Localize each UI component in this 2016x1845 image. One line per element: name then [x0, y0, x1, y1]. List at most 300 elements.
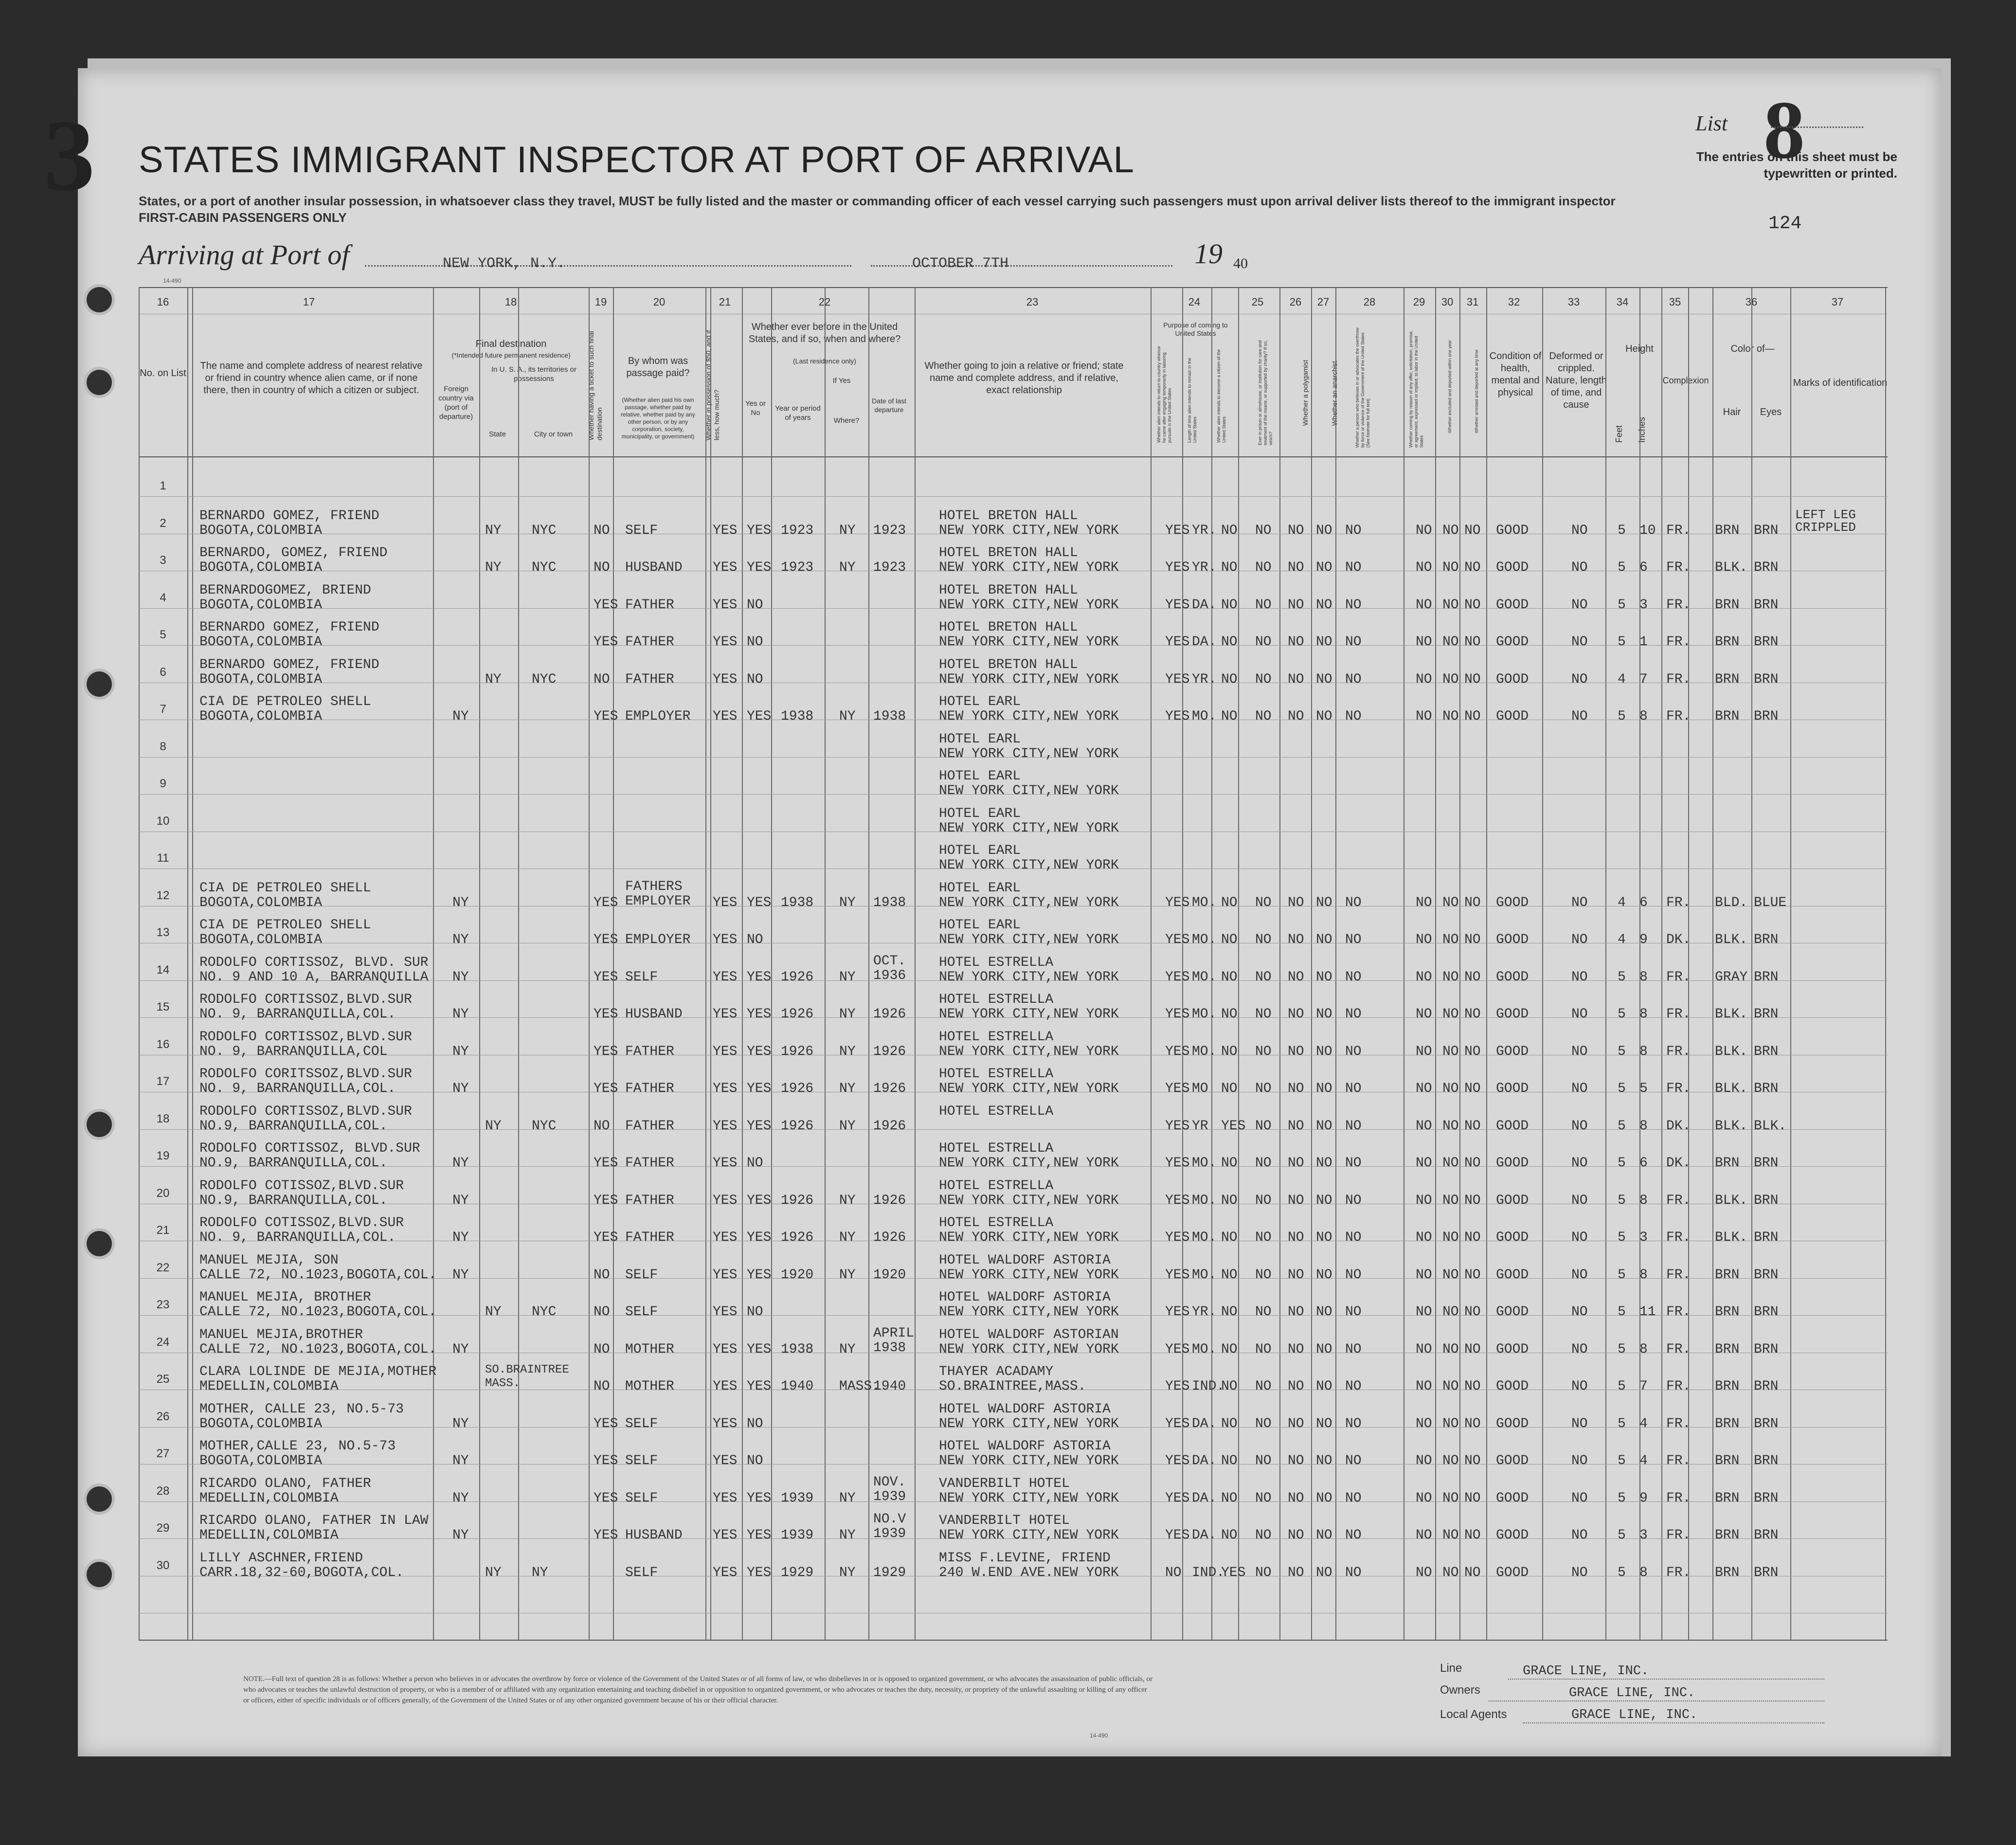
cell-c31: NO: [1464, 1044, 1481, 1059]
cell-c25: NO: [1255, 1007, 1272, 1022]
cell-join1: HOTEL WALDORF ASTORIA: [939, 1290, 1111, 1305]
cell-c31: NO: [1464, 1565, 1481, 1580]
cell-before: NO: [747, 1156, 763, 1171]
row-number: 16: [156, 1037, 170, 1051]
cell-rel1: RICARDO OLANO, FATHER IN LAW: [199, 1513, 429, 1528]
cell-c26: NO: [1288, 1528, 1304, 1543]
list-dotted-line: [1771, 127, 1863, 128]
cell-fifty: YES: [713, 560, 738, 575]
cell-paid: SELF: [625, 1490, 658, 1506]
row-number: 23: [156, 1298, 170, 1311]
cell-rel1: BERNARDOGOMEZ, BRIEND: [199, 582, 371, 598]
cell-fifty: YES: [713, 1490, 738, 1506]
cell-health: GOOD: [1496, 523, 1529, 538]
cell-c30: NO: [1442, 1453, 1459, 1468]
cell-cit: NO: [1221, 1081, 1238, 1096]
cell-c26: NO: [1288, 1156, 1304, 1171]
cell-c31: NO: [1464, 1304, 1481, 1320]
cell-c30: NO: [1442, 1081, 1459, 1096]
cell-rel1: CIA DE PETROLEO SHELL: [199, 694, 371, 709]
cell-join1: HOTEL WALDORF ASTORIA: [939, 1252, 1111, 1268]
cell-ft: 5: [1618, 1267, 1626, 1283]
cell-health: GOOD: [1496, 709, 1529, 724]
cell-join2: NEW YORK CITY,NEW YORK: [939, 1081, 1119, 1096]
cell-before: YES: [747, 1081, 772, 1096]
cell-join2: NEW YORK CITY,NEW YORK: [939, 746, 1119, 761]
row-number: 15: [156, 1000, 170, 1013]
cell-c25: NO: [1255, 1416, 1272, 1431]
cell-c29: NO: [1416, 1379, 1432, 1394]
cell-ticket: YES: [594, 1416, 618, 1431]
row-number: 25: [156, 1373, 170, 1386]
cell-comp: FR.: [1666, 1007, 1691, 1022]
cell-ticket: YES: [594, 932, 618, 947]
cell-rel2: MEDELLIN,COLOMBIA: [199, 1379, 339, 1394]
cell-c29: NO: [1416, 1193, 1432, 1208]
cell-comp: FR.: [1666, 523, 1691, 538]
binder-hole: [87, 370, 112, 395]
header-condition: Condition of health, mental and physical: [1489, 351, 1542, 398]
cell-before: YES: [747, 895, 772, 910]
cell-rel2: BOGOTA,COLOMBIA: [199, 1453, 323, 1468]
cell-before: YES: [747, 1490, 772, 1506]
cell-join1: HOTEL WALDORF ASTORIAN: [939, 1327, 1119, 1342]
cell-c25: NO: [1255, 1193, 1272, 1208]
column-rule: [1459, 287, 1460, 1640]
cell-city: NYC: [532, 523, 557, 538]
cell-c25: NO: [1255, 895, 1272, 910]
cell-join2: NEW YORK CITY,NEW YORK: [939, 932, 1119, 947]
cell-health: GOOD: [1496, 1267, 1529, 1283]
cell-c29: NO: [1416, 1118, 1432, 1134]
cell-join1: HOTEL WALDORF ASTORIA: [939, 1439, 1111, 1454]
cell-where: MASS.: [839, 1379, 881, 1394]
column-rule: [915, 287, 916, 1640]
cell-c29: NO: [1416, 709, 1432, 724]
cell-cit: NO: [1221, 969, 1238, 985]
cell-cit: NO: [1221, 597, 1238, 613]
cell-comp: FR.: [1666, 1230, 1691, 1245]
header-color-of: Color of—: [1730, 344, 1775, 354]
cell-year: 1926: [781, 1118, 814, 1134]
cell-eyes: BRN: [1754, 1007, 1779, 1022]
cell-rel2: NO.9, BARRANQUILLA,COL.: [199, 1118, 388, 1134]
cell-before: NO: [747, 932, 763, 947]
header-passage-note: (Whether alien paid his own passage, whether paid by relative, whether paid by any other person, or by any corporation, society, municipality, or government): [621, 397, 695, 440]
cell-c29: NO: [1416, 1044, 1432, 1059]
cell-ret: YES: [1165, 1416, 1190, 1431]
cell-join1: HOTEL ESTRELLA: [939, 1103, 1054, 1119]
cell-ticket: YES: [594, 895, 618, 910]
cell-in: 4: [1639, 1416, 1648, 1431]
cell-c29: NO: [1416, 671, 1432, 687]
cell-paid: SELF: [625, 1267, 658, 1283]
cell-c26: NO: [1288, 709, 1304, 724]
cell-deformed: NO: [1571, 1044, 1588, 1059]
cell-year: 1940: [781, 1379, 814, 1394]
header-join-relative: Whether going to join a relative or friend; state name and complete address, and if relative, exact relationship: [924, 361, 1124, 396]
cell-eyes: BRN: [1754, 1044, 1779, 1059]
cell-rel1: RODOLFO CORTISSOZ, BLVD.SUR: [199, 1141, 420, 1156]
cell-in: 7: [1639, 1379, 1648, 1394]
cell-before: YES: [747, 1267, 772, 1283]
cell-ticket: NO: [594, 560, 610, 575]
cell-c31: NO: [1464, 1490, 1481, 1506]
cell-c29: NO: [1416, 932, 1432, 947]
cell-hair: BRN: [1715, 1565, 1740, 1580]
cell-ft: 5: [1618, 1304, 1626, 1320]
cell-health: GOOD: [1496, 1304, 1529, 1320]
cell-eyes: BRN: [1754, 969, 1779, 985]
column-rule: [1435, 287, 1436, 1640]
cell-c28: NO: [1345, 1156, 1362, 1171]
cell-dep: 1940: [873, 1379, 906, 1394]
cell-c25: NO: [1255, 523, 1272, 538]
cell-len: MO.: [1192, 932, 1217, 947]
header-col30: Whether excluded and deported within one year: [1447, 340, 1452, 433]
cell-in: 3: [1639, 1528, 1648, 1543]
cell-c31: NO: [1464, 671, 1481, 687]
cell-c28: NO: [1345, 1267, 1362, 1283]
cell-len: IND.: [1192, 1379, 1225, 1394]
cell-hair: BLK.: [1715, 1118, 1748, 1134]
cell-join1: HOTEL EARL: [939, 880, 1021, 896]
cell-rel1: CIA DE PETROLEO SHELL: [199, 918, 371, 933]
cell-where: NY: [839, 1565, 856, 1580]
row-number: 11: [157, 851, 169, 865]
cell-c29: NO: [1416, 560, 1432, 575]
cell-dep: OCT. 1936: [873, 953, 906, 983]
cell-c31: NO: [1464, 1156, 1481, 1171]
column-number: 16: [157, 296, 169, 308]
cell-c28: NO: [1345, 523, 1362, 538]
cell-join2: NEW YORK CITY,NEW YORK: [939, 1490, 1119, 1506]
cell-health: GOOD: [1496, 932, 1529, 947]
cell-len: YR.: [1192, 1304, 1217, 1320]
cell-ft: 5: [1618, 523, 1626, 538]
cell-len: MO.: [1192, 1341, 1217, 1357]
row-number: 22: [156, 1261, 170, 1274]
cell-c27: NO: [1316, 1453, 1332, 1468]
cell-eyes: BRN: [1754, 523, 1779, 538]
cell-fifty: YES: [713, 1379, 738, 1394]
cell-year: 1920: [781, 1267, 814, 1283]
year-suffix: 40: [1233, 255, 1248, 271]
cell-health: GOOD: [1496, 1081, 1529, 1096]
cell-join2: NEW YORK CITY,NEW YORK: [939, 1193, 1119, 1208]
cell-c27: NO: [1316, 560, 1332, 575]
column-number: 28: [1363, 296, 1376, 308]
cell-c28: NO: [1345, 895, 1362, 910]
cell-comp: FR.: [1666, 1453, 1691, 1468]
table-rule: [139, 456, 1888, 457]
cell-ticket: YES: [594, 1193, 618, 1208]
cell-len: YR.: [1192, 560, 1217, 575]
column-number: 29: [1413, 296, 1425, 308]
cell-c28: NO: [1345, 634, 1362, 650]
cell-c30: NO: [1442, 1379, 1459, 1394]
header-year-period: Year or period of years: [775, 404, 821, 422]
cell-deformed: NO: [1571, 671, 1588, 687]
cell-c31: NO: [1464, 1007, 1481, 1022]
cell-fc: NY: [452, 1416, 469, 1431]
cell-c28: NO: [1345, 1044, 1362, 1059]
cell-ret: NO: [1165, 1565, 1182, 1580]
cell-c27: NO: [1316, 1156, 1332, 1171]
cell-comp: FR.: [1666, 969, 1691, 985]
cell-cit: YES: [1221, 1118, 1246, 1134]
column-number: 27: [1317, 296, 1330, 308]
cell-year: 1938: [781, 1341, 814, 1357]
column-number: 17: [303, 296, 315, 308]
row-number: 8: [160, 740, 166, 753]
cell-ft: 5: [1618, 1007, 1626, 1022]
header-feet: Feet: [1614, 425, 1624, 443]
cell-c28: NO: [1345, 1341, 1362, 1357]
cell-rel2: MEDELLIN,COLOMBIA: [199, 1528, 339, 1543]
column-number: 26: [1289, 296, 1302, 308]
cell-fifty: YES: [713, 1304, 738, 1320]
cell-dep: APRIL 1938: [873, 1325, 915, 1356]
column-rule: [1712, 287, 1713, 1640]
header-complexion: Complexion: [1662, 376, 1709, 385]
cell-len: DA.: [1192, 1416, 1217, 1431]
cell-eyes: BRN: [1754, 1193, 1779, 1208]
column-rule: [1661, 287, 1662, 1640]
header-in-usa: In U. S. A., its territories or possessions: [491, 365, 577, 383]
cell-comp: FR.: [1666, 1416, 1691, 1431]
cell-c26: NO: [1288, 1118, 1304, 1134]
column-rule: [1486, 287, 1487, 1640]
cell-in: 10: [1639, 523, 1656, 538]
cell-rel1: CIA DE PETROLEO SHELL: [199, 880, 371, 896]
cell-ft: 5: [1618, 1565, 1626, 1580]
cell-c29: NO: [1416, 895, 1432, 910]
cell-fc: NY: [452, 1230, 469, 1245]
cell-c31: NO: [1464, 597, 1481, 613]
cell-join2: NEW YORK CITY,NEW YORK: [939, 895, 1119, 910]
cell-ft: 5: [1618, 709, 1626, 724]
cell-fc: NY: [452, 1044, 469, 1059]
cell-rel2: BOGOTA,COLOMBIA: [199, 932, 323, 947]
cell-before: NO: [747, 1453, 763, 1468]
cell-cit: NO: [1221, 1044, 1238, 1059]
cell-c28: NO: [1345, 1193, 1362, 1208]
cell-c27: NO: [1316, 1490, 1332, 1506]
cell-join1: HOTEL EARL: [939, 918, 1021, 933]
cell-in: 9: [1639, 1490, 1648, 1506]
cell-deformed: NO: [1571, 969, 1588, 985]
cell-deformed: NO: [1571, 597, 1588, 613]
column-rule: [479, 287, 480, 1640]
cell-c25: NO: [1255, 1565, 1272, 1580]
cell-in: 8: [1639, 1267, 1648, 1283]
cell-fifty: YES: [713, 1453, 738, 1468]
cell-cit: NO: [1221, 1416, 1238, 1431]
cell-c29: NO: [1416, 1081, 1432, 1096]
cell-ft: 4: [1618, 895, 1626, 910]
cell-fifty: YES: [713, 1341, 738, 1357]
cell-ticket: YES: [594, 597, 618, 613]
cell-c28: NO: [1345, 932, 1362, 947]
cell-fc: NY: [452, 1156, 469, 1171]
header-inches: Inches: [1637, 416, 1647, 443]
cell-c31: NO: [1464, 969, 1481, 985]
row-number: 3: [160, 554, 166, 567]
cell-ft: 5: [1618, 634, 1626, 650]
cell-comp: FR.: [1666, 895, 1691, 910]
cell-c25: NO: [1255, 1304, 1272, 1320]
cell-comp: FR.: [1666, 1267, 1691, 1283]
cell-in: 3: [1639, 597, 1648, 613]
cell-before: YES: [747, 1565, 772, 1580]
page-title: STATES IMMIGRANT INSPECTOR AT PORT OF ARRIVAL: [139, 139, 1134, 181]
cell-st: NY: [485, 523, 502, 538]
column-rule: [1211, 287, 1212, 1640]
cell-in: 6: [1639, 560, 1648, 575]
cell-c25: NO: [1255, 560, 1272, 575]
cell-dep: NOV. 1939: [873, 1474, 906, 1504]
cell-dep: 1920: [873, 1267, 906, 1283]
cell-hair: BLD.: [1715, 895, 1748, 910]
cell-c27: NO: [1316, 1379, 1332, 1394]
cell-rel1: BERNARDO, GOMEZ, FRIEND: [199, 545, 388, 561]
cell-c27: NO: [1316, 709, 1332, 724]
cell-cit: NO: [1221, 523, 1238, 538]
table-rule: [139, 287, 1888, 288]
cell-before: NO: [747, 1304, 763, 1320]
cell-cit: NO: [1221, 1230, 1238, 1245]
cell-ticket: NO: [594, 1341, 610, 1357]
column-rule: [1151, 287, 1152, 1640]
cell-hair: BLK.: [1715, 1044, 1748, 1059]
cell-paid: MOTHER: [625, 1379, 674, 1394]
cell-fc: NY: [452, 1007, 469, 1022]
footnote: NOTE.—Full text of question 28 is as follows: Whether a person who believes in or advocates the overthrow by force or violence of the Government of the United States or of all forms of law, or who disbelieves in or is opposed to organized government, or who advocates the assassination of public officials, or who advocates or teaches the unlawful destruction of property, or who is a member of or affiliated with any organization entertaining and teaching disbelief in or opposition to organized government, or who advocates or teaches the duty, necessity, or propriety of the unlawful assaulting or killing of any officer or officers, either of specific individuals or of officers generally, of the Government of the United States or of any other organized government because of his or their official character.: [243, 1675, 1152, 1704]
cell-ft: 5: [1618, 1044, 1626, 1059]
cell-before: YES: [747, 560, 772, 575]
cell-c31: NO: [1464, 1341, 1481, 1357]
cell-comp: FR.: [1666, 1081, 1691, 1096]
cell-ticket: YES: [594, 969, 618, 985]
cell-eyes: BRN: [1754, 1341, 1779, 1357]
column-number: 35: [1669, 296, 1681, 308]
cell-ft: 5: [1618, 1416, 1626, 1431]
header-eyes: Eyes: [1760, 407, 1782, 417]
cell-rel2: BOGOTA,COLOMBIA: [199, 895, 323, 910]
cell-c27: NO: [1316, 671, 1332, 687]
list-label: List: [1695, 111, 1728, 135]
cell-before: YES: [747, 969, 772, 985]
cell-c27: NO: [1316, 1565, 1332, 1580]
cell-c27: NO: [1316, 1416, 1332, 1431]
cell-c27: NO: [1316, 1230, 1332, 1245]
row-number: 21: [156, 1224, 170, 1237]
cell-len: MO.: [1192, 709, 1217, 724]
cell-c25: NO: [1255, 671, 1272, 687]
cell-in: 8: [1639, 1118, 1648, 1134]
cell-eyes: BRN: [1754, 1230, 1779, 1245]
cell-before: YES: [747, 1193, 772, 1208]
cell-eyes: BRN: [1754, 671, 1779, 687]
column-rule: [1238, 287, 1239, 1640]
header-before-us: Whether ever before in the United States, and if so, when and where?: [748, 322, 901, 344]
cell-health: GOOD: [1496, 1453, 1529, 1468]
header-final-destination-note: (*Intended future permanent residence): [451, 351, 571, 359]
cell-ticket: NO: [594, 1267, 610, 1283]
cell-in: 8: [1639, 1193, 1648, 1208]
column-rule: [705, 287, 706, 1640]
cell-ft: 5: [1618, 969, 1626, 985]
cell-join1: HOTEL ESTRELLA: [939, 955, 1054, 970]
header-deformed: Deformed or crippled. Nature, length of time, and cause: [1546, 351, 1607, 410]
cell-year: 1926: [781, 1044, 814, 1059]
cell-cit: NO: [1221, 1453, 1238, 1468]
cell-before: YES: [747, 1528, 772, 1543]
cell-c27: NO: [1316, 1528, 1332, 1543]
cell-city: NYC: [532, 1304, 557, 1320]
column-rule: [518, 287, 519, 1640]
cell-c26: NO: [1288, 1490, 1304, 1506]
cell-hair: BRN: [1715, 1490, 1740, 1506]
cell-ret: YES: [1165, 932, 1190, 947]
cell-c26: NO: [1288, 895, 1304, 910]
cell-cit: NO: [1221, 1490, 1238, 1506]
agents-dotted-line: [1523, 1722, 1824, 1723]
cell-c28: NO: [1345, 671, 1362, 687]
cell-deformed: NO: [1571, 1081, 1588, 1096]
cell-fc: NY: [452, 969, 469, 985]
cell-rel1: MANUEL MEJIA, BROTHER: [199, 1290, 371, 1305]
cell-eyes: BRN: [1754, 1453, 1779, 1468]
column-number: 18: [504, 296, 517, 308]
column-number: 24: [1188, 296, 1201, 308]
cell-c28: NO: [1345, 969, 1362, 985]
cell-rel1: BERNARDO GOMEZ, FRIEND: [199, 508, 379, 524]
cell-fifty: YES: [713, 969, 738, 985]
cell-where: NY: [839, 1341, 856, 1357]
cell-before: NO: [747, 634, 763, 650]
column-rule: [1790, 287, 1791, 1640]
row-rule: [139, 496, 1888, 497]
cell-fifty: YES: [713, 671, 738, 687]
cell-len: YR.: [1192, 671, 1217, 687]
cell-c28: NO: [1345, 709, 1362, 724]
row-number: 18: [156, 1112, 170, 1125]
cell-join1: HOTEL BRETON HALL: [939, 545, 1078, 561]
cell-rel1: MOTHER, CALLE 23, NO.5-73: [199, 1401, 404, 1417]
header-purpose-sub1: Whether alien intends to return to country whence he came after engaging temporarily in laboring pursuits in the United States: [1156, 346, 1172, 443]
cell-c26: NO: [1288, 969, 1304, 985]
header-col26: Whether a polygamist: [1301, 360, 1309, 426]
cell-dep: 1926: [873, 1081, 906, 1096]
cell-fc: NY: [452, 1341, 469, 1357]
cell-c26: NO: [1288, 634, 1304, 650]
cell-join1: HOTEL ESTRELLA: [939, 1178, 1054, 1194]
cell-hair: BRN: [1715, 1267, 1740, 1283]
cell-city: NYC: [532, 560, 557, 575]
cell-where: NY: [839, 895, 856, 910]
cell-len: DA.: [1192, 1490, 1217, 1506]
cell-c31: NO: [1464, 709, 1481, 724]
cell-eyes: BRN: [1754, 1565, 1779, 1580]
cell-ret: YES: [1165, 1156, 1190, 1171]
cell-join1: HOTEL WALDORF ASTORIA: [939, 1401, 1111, 1417]
header-col28: Whether a person who believes in or advocates the overthrow by force or violence of the Government of the United States (See footnote for full text): [1355, 327, 1370, 448]
cell-join1: VANDERBILT HOTEL: [939, 1513, 1070, 1528]
cell-eyes: BRN: [1754, 634, 1779, 650]
cell-health: GOOD: [1496, 1118, 1529, 1134]
